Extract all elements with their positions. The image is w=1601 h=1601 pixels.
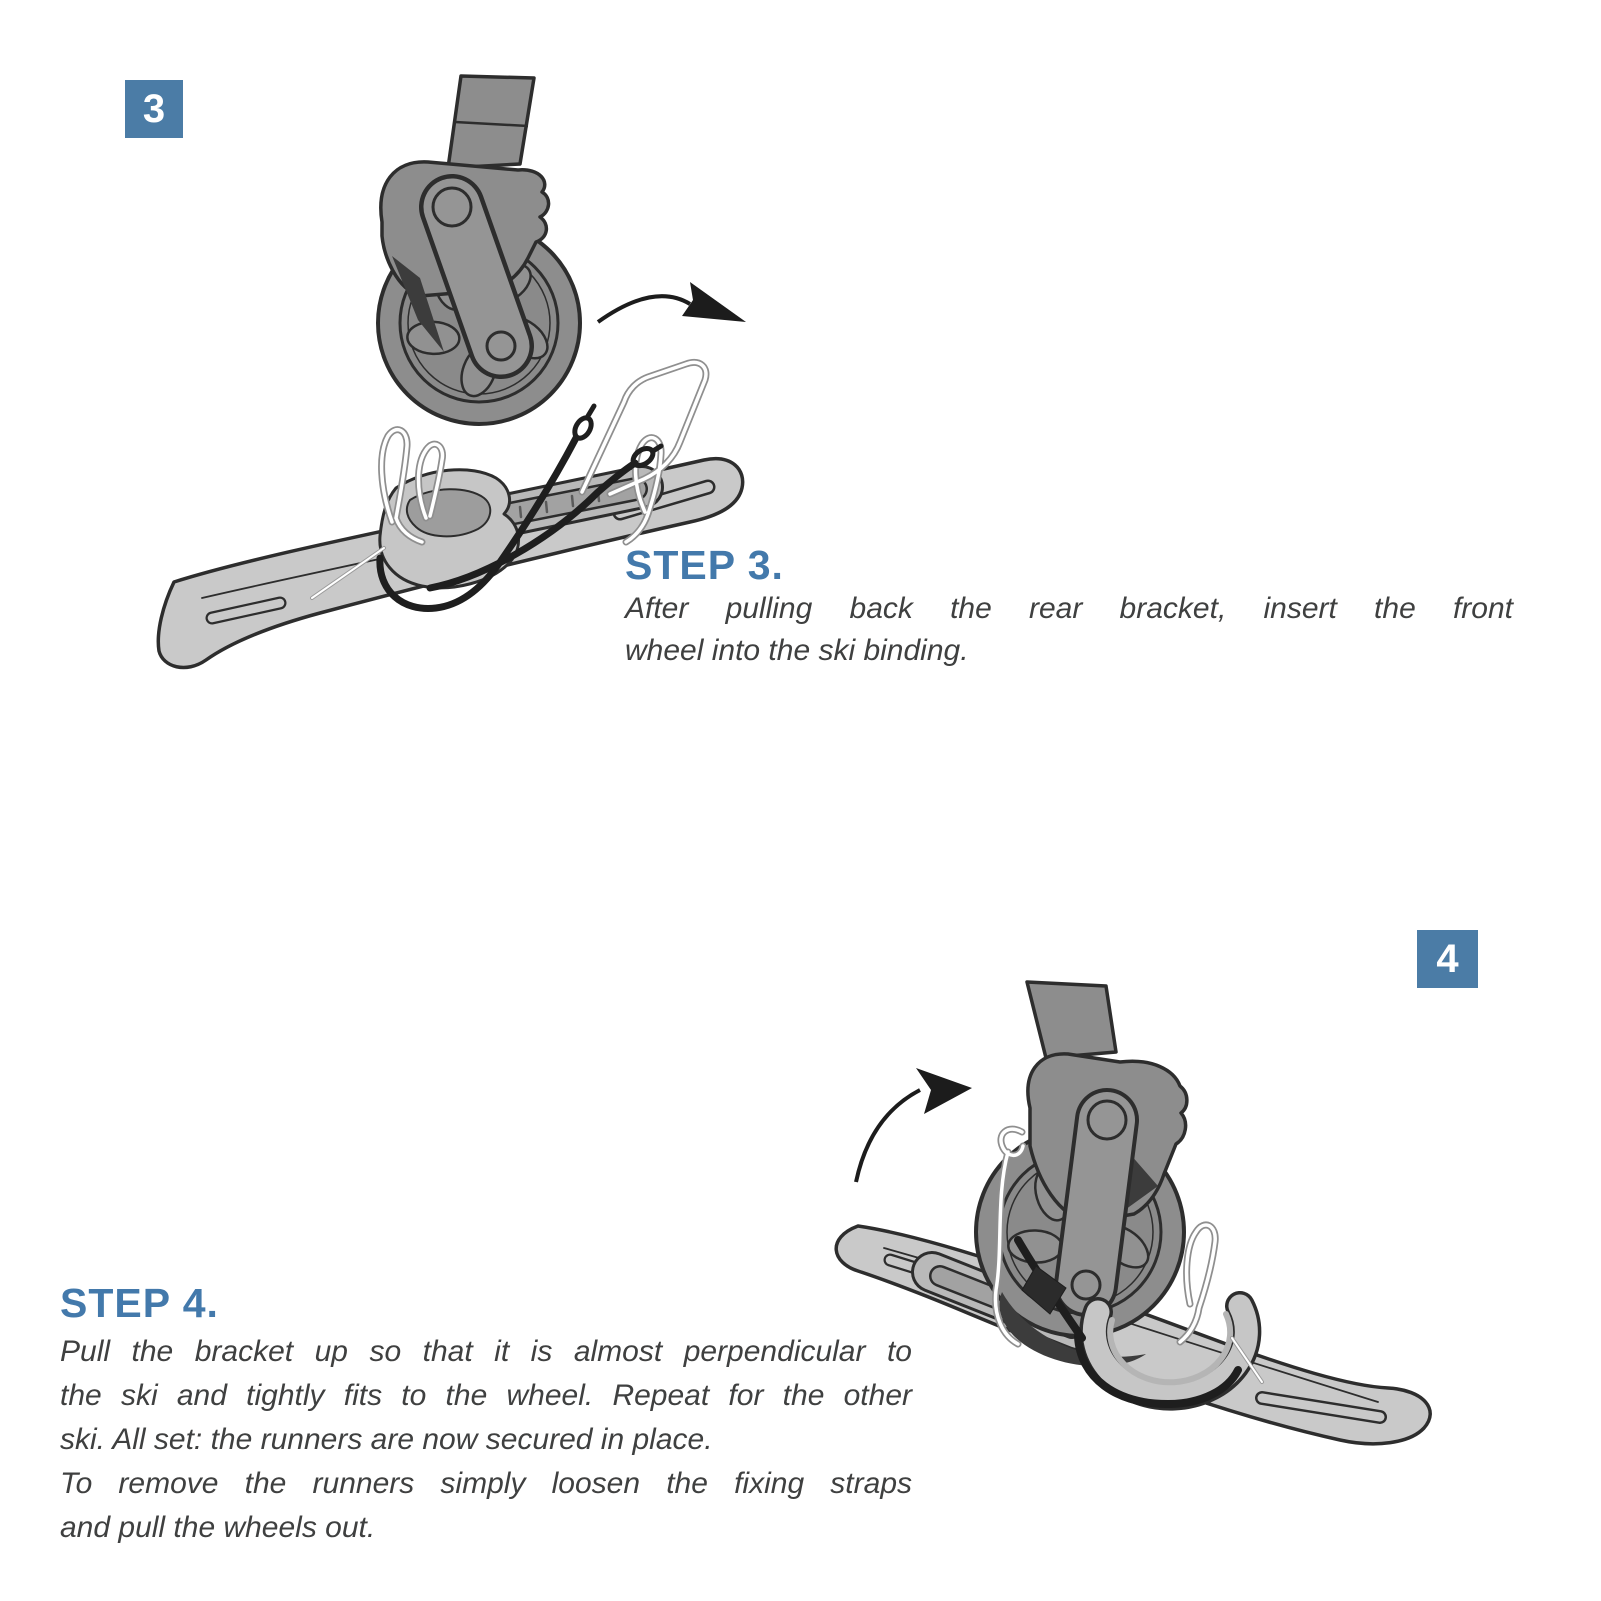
step-4-badge-number: 4 (1436, 936, 1459, 981)
step-3-heading: STEP 3. (625, 542, 784, 588)
scooter-front-wheel (378, 76, 580, 424)
curved-arrow-up-right-icon (856, 1068, 972, 1182)
step-4-badge (1417, 930, 1478, 988)
step-4-line-2: the ski and tightly fits to the wheel. Repeat for the other (60, 1379, 912, 1412)
step-4-description (60, 1330, 912, 1550)
step-3-badge-number: 3 (142, 86, 166, 131)
step-3-badge (125, 80, 183, 138)
step-4-heading: STEP 4. (60, 1280, 219, 1326)
step-3-description (625, 588, 1513, 672)
curved-arrow-down-right-icon (598, 282, 746, 322)
step-3-line-1: After pulling back the rear bracket, insert the front (625, 592, 1513, 625)
scooter-front-wheel (976, 982, 1187, 1366)
step-3-line-2: wheel into the ski binding. (625, 634, 969, 667)
step-4-line-5: and pull the wheels out. (60, 1511, 376, 1544)
step-4-line-4: To remove the runners simply loosen the fixing straps (60, 1467, 912, 1500)
step-4-line-3: ski. All set: the runners are now secured in place. (60, 1423, 713, 1456)
step-4-line-1: Pull the bracket up so that it is almost perpendicular to (60, 1335, 912, 1368)
